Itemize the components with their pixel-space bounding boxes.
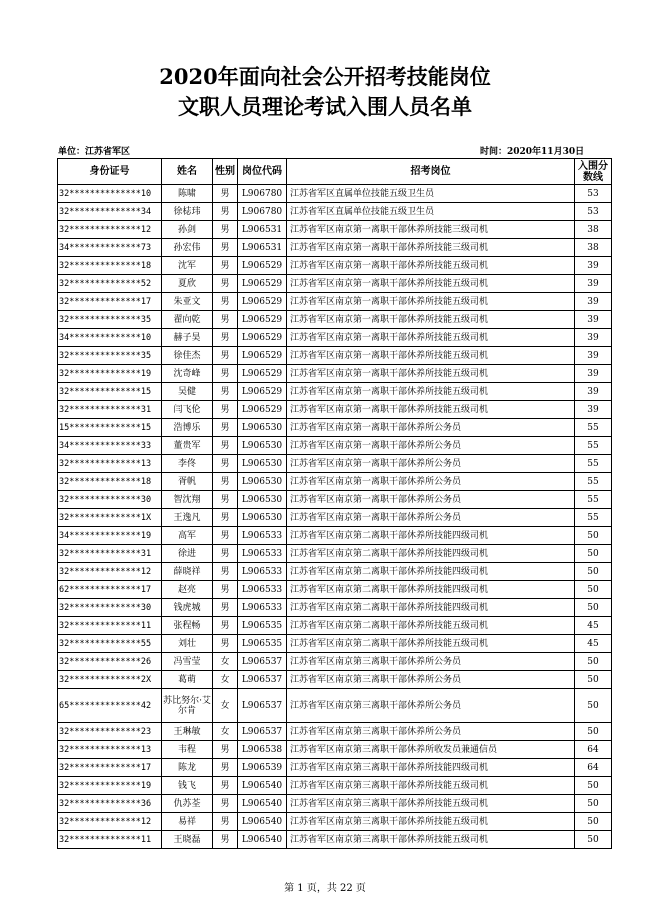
cell-position: 江苏省军区南京第一离职干部休养所公务员 [287,491,575,509]
table-row [58,455,612,473]
cell-position-code: L906530 [238,455,287,473]
cell-position-code: L906535 [238,635,287,653]
cell-score-line: 55 [575,455,612,473]
cell-gender: 男 [213,831,238,849]
cell-name: 董贵军 [162,437,213,455]
cell-position: 江苏省军区南京第二离职干部休养所技能四级司机 [287,563,575,581]
cell-id-number: 32**************34 [58,203,162,221]
candidate-table [57,158,612,849]
cell-position: 江苏省军区南京第三离职干部休养所技能五级司机 [287,777,575,795]
cell-position: 江苏省军区南京第三离职干部休养所公务员 [287,671,575,689]
cell-position-code: L906531 [238,239,287,257]
table-header-row [58,159,612,185]
cell-name: 徐梽玮 [162,203,213,221]
cell-score-line: 38 [575,239,612,257]
cell-position-code: L906537 [238,723,287,741]
cell-position: 江苏省军区南京第三离职干部休养所技能五级司机 [287,831,575,849]
cell-position: 江苏省军区南京第一离职干部休养所技能五级司机 [287,275,575,293]
cell-score-line: 50 [575,527,612,545]
page-footer: 第 1 页，共 22 页 [284,883,366,894]
page-title-line1: 2020年面向社会公开招考技能岗位 [159,64,491,89]
cell-name: 徐佳杰 [162,347,213,365]
cell-position-code: L906530 [238,419,287,437]
cell-gender: 男 [213,491,238,509]
cell-id-number: 34**************73 [58,239,162,257]
cell-position-code: L906529 [238,401,287,419]
cell-position: 江苏省军区南京第三离职干部休养所技能五级司机 [287,795,575,813]
cell-gender: 女 [213,689,238,723]
cell-gender: 女 [213,723,238,741]
cell-id-number: 32**************11 [58,617,162,635]
table-row [58,599,612,617]
cell-position: 江苏省军区南京第一离职干部休养所技能五级司机 [287,401,575,419]
cell-position-code: L906529 [238,347,287,365]
cell-id-number: 32**************17 [58,759,162,777]
cell-position-code: L906540 [238,777,287,795]
cell-position-code: L906529 [238,311,287,329]
cell-id-number: 32**************52 [58,275,162,293]
cell-position-code: L906535 [238,617,287,635]
cell-gender: 男 [213,741,238,759]
cell-gender: 女 [213,653,238,671]
cell-gender: 男 [213,759,238,777]
table-row [58,275,612,293]
cell-score-line: 53 [575,203,612,221]
cell-score-line: 55 [575,419,612,437]
cell-name: 夏欣 [162,275,213,293]
cell-gender: 男 [213,311,238,329]
table-row [58,581,612,599]
cell-score-line: 55 [575,491,612,509]
cell-id-number: 34**************10 [58,329,162,347]
cell-id-number: 32**************15 [58,383,162,401]
cell-position-code: L906537 [238,671,287,689]
cell-position: 江苏省军区南京第二离职干部休养所技能四级司机 [287,545,575,563]
cell-position-code: L906780 [238,203,287,221]
table-row [58,671,612,689]
cell-id-number: 62**************17 [58,581,162,599]
cell-gender: 男 [213,527,238,545]
cell-gender: 男 [213,185,238,203]
cell-name: 易祥 [162,813,213,831]
table-row [58,437,612,455]
cell-position-code: L906539 [238,759,287,777]
cell-position: 江苏省军区南京第一离职干部休养所技能五级司机 [287,257,575,275]
cell-score-line: 50 [575,813,612,831]
table-row [58,347,612,365]
table-row [58,617,612,635]
cell-gender: 男 [213,437,238,455]
table-row [58,813,612,831]
cell-id-number: 32**************30 [58,491,162,509]
col-header-code: 岗位代码 [238,159,287,185]
cell-id-number: 32**************36 [58,795,162,813]
cell-id-number: 32**************31 [58,401,162,419]
cell-position: 江苏省军区南京第一离职干部休养所技能五级司机 [287,329,575,347]
cell-position-code: L906529 [238,293,287,311]
cell-id-number: 34**************33 [58,437,162,455]
cell-position-code: L906529 [238,257,287,275]
cell-gender: 男 [213,221,238,239]
cell-id-number: 32**************35 [58,311,162,329]
cell-gender: 男 [213,293,238,311]
cell-position-code: L906530 [238,509,287,527]
cell-name: 陈龙 [162,759,213,777]
cell-id-number: 32**************2X [58,671,162,689]
cell-id-number: 32**************30 [58,599,162,617]
cell-id-number: 32**************18 [58,473,162,491]
cell-position: 江苏省军区南京第一离职干部休养所技能五级司机 [287,347,575,365]
cell-name: 王琳敏 [162,723,213,741]
cell-name: 王晓磊 [162,831,213,849]
cell-name: 胥帆 [162,473,213,491]
cell-gender: 男 [213,401,238,419]
table-row [58,185,612,203]
cell-score-line: 39 [575,365,612,383]
cell-score-line: 55 [575,509,612,527]
cell-name: 翟向乾 [162,311,213,329]
cell-score-line: 39 [575,347,612,365]
date-label: 时间：2020年11月30日 [480,147,585,157]
cell-position: 江苏省军区南京第二离职干部休养所技能四级司机 [287,599,575,617]
cell-id-number: 32**************19 [58,365,162,383]
cell-score-line: 50 [575,723,612,741]
cell-id-number: 32**************12 [58,813,162,831]
cell-position-code: L906529 [238,329,287,347]
cell-id-number: 15**************15 [58,419,162,437]
cell-id-number: 32**************23 [58,723,162,741]
cell-gender: 女 [213,671,238,689]
cell-id-number: 32**************12 [58,221,162,239]
cell-score-line: 50 [575,671,612,689]
cell-position-code: L906530 [238,491,287,509]
cell-name: 苏比努尔·艾尔肯 [162,689,213,723]
cell-score-line: 38 [575,221,612,239]
unit-label: 单位：江苏省军区 [58,147,131,157]
cell-position-code: L906540 [238,795,287,813]
cell-id-number: 32**************13 [58,741,162,759]
cell-position-code: L906533 [238,527,287,545]
cell-position: 江苏省军区南京第一离职干部休养所技能五级司机 [287,365,575,383]
cell-score-line: 39 [575,293,612,311]
table-row [58,795,612,813]
cell-score-line: 50 [575,581,612,599]
cell-name: 王逸凡 [162,509,213,527]
cell-name: 朱亚文 [162,293,213,311]
table-row [58,759,612,777]
table-row [58,401,612,419]
cell-name: 仇苏荃 [162,795,213,813]
cell-gender: 男 [213,455,238,473]
cell-gender: 男 [213,329,238,347]
cell-position-code: L906530 [238,437,287,455]
cell-score-line: 50 [575,599,612,617]
cell-name: 吴健 [162,383,213,401]
cell-name: 葛萌 [162,671,213,689]
cell-id-number: 32**************1X [58,509,162,527]
cell-gender: 男 [213,257,238,275]
table-row [58,329,612,347]
cell-gender: 男 [213,383,238,401]
cell-gender: 男 [213,347,238,365]
cell-score-line: 45 [575,617,612,635]
cell-id-number: 32**************11 [58,831,162,849]
table-row [58,689,612,723]
cell-gender: 男 [213,563,238,581]
cell-score-line: 39 [575,257,612,275]
table-row [58,635,612,653]
cell-gender: 男 [213,635,238,653]
cell-position: 江苏省军区南京第二离职干部休养所技能四级司机 [287,527,575,545]
cell-position-code: L906537 [238,653,287,671]
cell-id-number: 32**************55 [58,635,162,653]
cell-name: 徐进 [162,545,213,563]
cell-score-line: 50 [575,653,612,671]
table-row [58,383,612,401]
cell-gender: 男 [213,365,238,383]
col-header-gender: 性别 [213,159,238,185]
cell-name: 赫子昊 [162,329,213,347]
cell-position-code: L906529 [238,275,287,293]
cell-position: 江苏省军区南京第一离职干部休养所技能五级司机 [287,383,575,401]
cell-name: 赵亮 [162,581,213,599]
table-row [58,545,612,563]
table-row [58,741,612,759]
cell-gender: 男 [213,419,238,437]
cell-position: 江苏省军区南京第三离职干部休养所公务员 [287,723,575,741]
col-header-name: 姓名 [162,159,213,185]
cell-id-number: 34**************19 [58,527,162,545]
cell-name: 钱虎城 [162,599,213,617]
table-row [58,527,612,545]
cell-position: 江苏省军区南京第一离职干部休养所公务员 [287,509,575,527]
cell-id-number: 32**************18 [58,257,162,275]
table-row [58,239,612,257]
cell-position-code: L906537 [238,689,287,723]
cell-position: 江苏省军区南京第一离职干部休养所技能五级司机 [287,311,575,329]
cell-name: 钱飞 [162,777,213,795]
cell-position: 江苏省军区南京第二离职干部休养所技能五级司机 [287,617,575,635]
cell-position-code: L906538 [238,741,287,759]
cell-gender: 男 [213,617,238,635]
cell-name: 沈奇峰 [162,365,213,383]
table-row [58,563,612,581]
cell-position: 江苏省军区南京第三离职干部休养所技能五级司机 [287,813,575,831]
cell-score-line: 45 [575,635,612,653]
cell-position-code: L906529 [238,383,287,401]
table-row [58,653,612,671]
cell-id-number: 32**************19 [58,777,162,795]
cell-position: 江苏省军区南京第一离职干部休养所公务员 [287,473,575,491]
table-row [58,257,612,275]
cell-name: 陈啸 [162,185,213,203]
cell-gender: 男 [213,275,238,293]
cell-position-code: L906531 [238,221,287,239]
cell-position: 江苏省军区南京第一离职干部休养所技能三级司机 [287,221,575,239]
col-header-position: 招考岗位 [287,159,575,185]
cell-gender: 男 [213,473,238,491]
cell-score-line: 39 [575,311,612,329]
cell-name: 刘壮 [162,635,213,653]
cell-position: 江苏省军区南京第二离职干部休养所技能四级司机 [287,581,575,599]
cell-position: 江苏省军区南京第三离职干部休养所技能四级司机 [287,759,575,777]
cell-score-line: 39 [575,275,612,293]
cell-position-code: L906533 [238,599,287,617]
cell-score-line: 53 [575,185,612,203]
cell-gender: 男 [213,509,238,527]
cell-position-code: L906530 [238,473,287,491]
cell-name: 薛晓祥 [162,563,213,581]
cell-position: 江苏省军区南京第一离职干部休养所技能五级司机 [287,293,575,311]
cell-score-line: 39 [575,401,612,419]
cell-score-line: 39 [575,383,612,401]
cell-name: 沈军 [162,257,213,275]
cell-gender: 男 [213,599,238,617]
cell-name: 智沈翔 [162,491,213,509]
cell-id-number: 32**************13 [58,455,162,473]
table-row [58,311,612,329]
cell-score-line: 50 [575,689,612,723]
cell-gender: 男 [213,777,238,795]
cell-position: 江苏省军区南京第三离职干部休养所公务员 [287,689,575,723]
cell-id-number: 32**************17 [58,293,162,311]
cell-position-code: L906540 [238,813,287,831]
cell-name: 高军 [162,527,213,545]
cell-name: 闫飞伦 [162,401,213,419]
cell-score-line: 50 [575,545,612,563]
cell-position: 江苏省军区南京第一离职干部休养所公务员 [287,437,575,455]
cell-gender: 男 [213,545,238,563]
cell-position-code: L906533 [238,563,287,581]
table-row [58,419,612,437]
cell-gender: 男 [213,581,238,599]
cell-name: 孙剑 [162,221,213,239]
col-header-id: 身份证号 [58,159,162,185]
cell-id-number: 32**************26 [58,653,162,671]
cell-gender: 男 [213,239,238,257]
cell-id-number: 32**************12 [58,563,162,581]
cell-position: 江苏省军区南京第三离职干部休养所公务员 [287,653,575,671]
cell-score-line: 39 [575,329,612,347]
table-row [58,723,612,741]
table-row [58,491,612,509]
table-row [58,221,612,239]
cell-score-line: 50 [575,831,612,849]
cell-score-line: 64 [575,741,612,759]
cell-id-number: 32**************31 [58,545,162,563]
cell-position: 江苏省军区直属单位技能五级卫生员 [287,203,575,221]
cell-score-line: 50 [575,795,612,813]
col-header-score: 入围分数线 [575,159,612,185]
cell-position: 江苏省军区直属单位技能五级卫生员 [287,185,575,203]
cell-id-number: 65**************42 [58,689,162,723]
cell-score-line: 64 [575,759,612,777]
cell-gender: 男 [213,203,238,221]
cell-gender: 男 [213,813,238,831]
cell-name: 冯雪莹 [162,653,213,671]
cell-position: 江苏省军区南京第二离职干部休养所技能五级司机 [287,635,575,653]
cell-position-code: L906540 [238,831,287,849]
table-row [58,293,612,311]
table-row [58,203,612,221]
cell-position: 江苏省军区南京第一离职干部休养所公务员 [287,455,575,473]
cell-score-line: 55 [575,473,612,491]
page-title-line2: 文职人员理论考试入围人员名单 [178,94,472,119]
table-row [58,777,612,795]
cell-id-number: 32**************35 [58,347,162,365]
cell-score-line: 50 [575,563,612,581]
cell-position-code: L906533 [238,581,287,599]
table-row [58,831,612,849]
cell-position: 江苏省军区南京第一离职干部休养所公务员 [287,419,575,437]
table-row [58,473,612,491]
cell-name: 孙宏伟 [162,239,213,257]
cell-name: 李佟 [162,455,213,473]
table-row [58,509,612,527]
cell-name: 韦程 [162,741,213,759]
cell-name: 张程畅 [162,617,213,635]
cell-position-code: L906533 [238,545,287,563]
cell-position-code: L906529 [238,365,287,383]
cell-position: 江苏省军区南京第一离职干部休养所技能三级司机 [287,239,575,257]
table-row [58,365,612,383]
cell-name: 浩博乐 [162,419,213,437]
cell-position-code: L906780 [238,185,287,203]
cell-score-line: 50 [575,777,612,795]
cell-position: 江苏省军区南京第三离职干部休养所收发员兼通信员 [287,741,575,759]
cell-gender: 男 [213,795,238,813]
cell-score-line: 55 [575,437,612,455]
cell-id-number: 32**************10 [58,185,162,203]
